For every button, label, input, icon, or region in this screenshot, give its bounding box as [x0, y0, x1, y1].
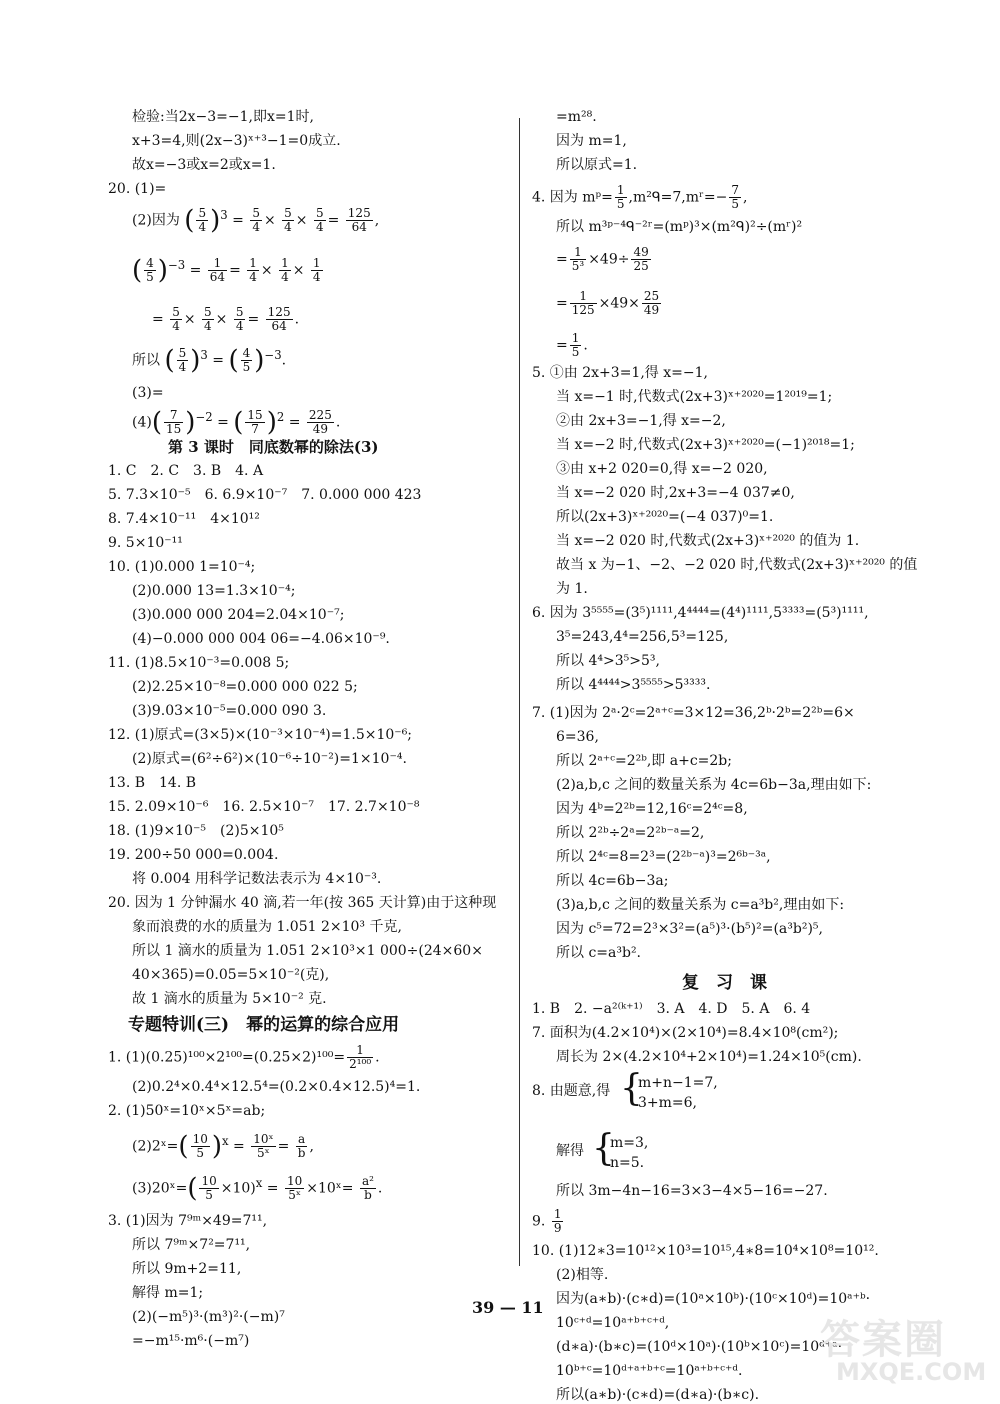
text-line: (2)0.000 13=1.3×10⁻⁴;: [132, 583, 296, 599]
text-line: 故 1 滴水的质量为 5×10⁻² 克.: [132, 991, 327, 1007]
text-line: 所以 2ᵃ⁺ᶜ=2²ᵇ,即 a+c=2b;: [556, 753, 732, 769]
text-line: m+n−1=7,: [638, 1075, 718, 1091]
text-line: 所以 c=a³b².: [556, 945, 642, 961]
text-line: 5. 7.3×10⁻⁵ 6. 6.9×10⁻⁷ 7. 0.000 000 423: [108, 487, 422, 503]
text-line: (3)0.000 000 204=2.04×10⁻⁷;: [132, 607, 345, 623]
fraction: $\frac{7}{5}$: [731, 183, 739, 211]
text-line: x+3=4,则(2x−3)ˣ⁺³−1=0成立.: [132, 133, 341, 149]
watermark-logo: [820, 1308, 990, 1390]
text-line: 1. B 2. −a²⁽ᵏ⁺¹⁾ 3. A 4. D 5. A 6. 4: [532, 1001, 811, 1017]
text-line: 10ᵇ⁺ᶜ=10ᵈ⁺ᵃ⁺ᵇ⁺ᶜ=10ᵃ⁺ᵇ⁺ᶜ⁺ᵈ.: [556, 1363, 743, 1379]
text-line: 20. (1)=: [108, 181, 167, 197]
math-line: ( $\frac{4}{5}$ )$^{-3}$ = $\frac{1}{64}$ = $\frac{1}{4}$ × $\frac{1}{4}$ × $\frac{1}{4}$: [132, 255, 321, 286]
text-line: 周长为 2×(4.2×10⁴+2×10⁴)=1.24×10⁵(cm).: [556, 1049, 862, 1065]
text-line: 故x=−3或x=2或x=1.: [132, 157, 276, 173]
text-line: 所以 9m+2=11,: [132, 1261, 242, 1277]
text-line: 当 x=−1 时,代数式(2x+3)ˣ⁺²⁰²⁰=1²⁰¹⁹=1;: [556, 389, 833, 405]
text-line: 18. (1)9×10⁻⁵ (2)5×10⁵: [108, 823, 284, 839]
text-line: 所以 4⁴>3⁵>5³,: [556, 653, 660, 669]
fraction: $\frac{225}{49}$: [308, 408, 332, 437]
page-number: 39 — 11: [472, 1298, 544, 1317]
fraction: $\frac{5}{4}$: [315, 206, 324, 235]
text-line: 9. 5×10⁻¹¹: [108, 535, 183, 551]
text-line: 12. (1)原式=(3×5)×(10⁻³×10⁻⁴)=1.5×10⁻⁶;: [108, 727, 413, 743]
fraction: $\frac{5}{4}$: [235, 305, 244, 333]
fraction: $\frac{1}{5}$: [571, 331, 580, 359]
fraction: $\frac{1}{5}$: [616, 183, 625, 211]
text-line: 故当 x 为−1、−2、−2 020 时,代数式(2x+3)ˣ⁺²⁰²⁰ 的值: [556, 557, 918, 573]
text-line: (2)(−m⁵)³·(m³)²·(−m)⁷: [132, 1309, 285, 1325]
fraction: $\frac{5}{4}$: [178, 346, 187, 375]
text-line: 解得 m=1;: [132, 1285, 204, 1301]
fraction: $\frac{1}{4}$: [249, 256, 257, 285]
fraction: $\frac{1}{\text{5³}}$: [571, 245, 585, 273]
text-line: 5. ①由 2x+3=1,得 x=−1,: [532, 365, 708, 381]
fraction: $\frac{5}{4}$: [198, 206, 207, 235]
text-line: 7. 面积为(4.2×10⁴)×(2×10⁴)=8.4×10⁸(cm²);: [532, 1025, 839, 1041]
text-line: 2. (1)50ˣ=10ˣ×5ˣ=ab;: [108, 1103, 266, 1119]
text-line: 所以(a∗b)·(c∗d)=(d∗a)·(b∗c).: [556, 1387, 760, 1403]
text-line: 因为 c⁵=72=2³×3²=(a⁵)³·(b⁵)²=(a³b²)⁵,: [556, 921, 823, 937]
fraction: $\frac{1}{9}$: [553, 1207, 562, 1235]
fraction: $\frac{10}{5}$: [192, 1132, 208, 1161]
column-divider: [519, 118, 520, 1266]
text-line: (4)−0.000 000 004 06=−4.06×10⁻⁹.: [132, 631, 390, 647]
math-line: (3)20ˣ=( $\frac{10}{5}$ ×10)$^x$ = $\frac{10}{\text{5ˣ}}$ ×10ˣ= $\frac{\text{a²}}{b}$ .: [132, 1173, 383, 1204]
fraction: $\frac{7}{15}$: [166, 408, 182, 437]
text-line: 7. (1)因为 2ᵃ·2ᶜ=2ᵃ⁺ᶜ=3×12=36,2ᵇ·2ᵇ=2²ᵇ=6×: [532, 705, 855, 721]
text-line: 所以 7⁹ᵐ×7²=7¹¹,: [132, 1237, 251, 1253]
text-line: 3. (1)因为 7⁹ᵐ×49=7¹¹,: [108, 1213, 268, 1229]
text-line: 所以 4c=6b−3a;: [556, 873, 669, 889]
math-line: (2)2ˣ=( $\frac{10}{5}$ )$^x$ = $\frac{\text{10ˣ}}{\text{5ˣ}}$ = $\frac{a}{b}$ ,: [132, 1131, 314, 1162]
fraction: $\frac{5}{4}$: [172, 305, 180, 333]
text-line: 6. 因为 3⁵⁵⁵⁵=(3⁵)¹¹¹¹,4⁴⁴⁴⁴=(4⁴)¹¹¹¹,5³³³³=(5³)¹¹¹¹,: [532, 605, 869, 621]
fraction: $\frac{1}{4}$: [281, 256, 289, 285]
watermark-url: MXQE.COM: [836, 1358, 987, 1386]
text-line: 所以 m³ᵖ⁻⁴ᑫ⁻²ʳ=(mᵖ)³×(m²ᑫ)²÷(mʳ)²: [556, 219, 803, 235]
section-heading: 专题特训(三) 幂的运算的综合应用: [128, 1015, 400, 1035]
math-line: = $\frac{1}{5}$ .: [556, 331, 588, 359]
text-line: 解得: [556, 1143, 584, 1159]
text-line: 10. (1)12∗3=10¹²×10³=10¹⁵,4∗8=10⁴×10⁸=10¹².: [532, 1243, 879, 1259]
text-line: =−m¹⁵·m⁶·(−m⁷): [132, 1333, 250, 1349]
math-line: (2)因为 ( $\frac{5}{4}$ )$^3$ = $\frac{5}{4}$ × $\frac{5}{4}$ × $\frac{5}{4}$ = $\frac{125}{64}$ ,: [132, 205, 380, 236]
text-line: (3)9.03×10⁻⁵=0.000 090 3.: [132, 703, 327, 719]
text-line: 所以(2x+3)ˣ⁺²⁰²⁰=(−4 037)⁰=1.: [556, 509, 774, 525]
math-line: = $\frac{1}{\text{5³}}$ ×49÷ $\frac{49}{25}$: [556, 245, 649, 273]
paren: ): [210, 205, 221, 236]
text-line: 10. (1)0.000 1=10⁻⁴;: [108, 559, 256, 575]
text-line: 所以 2⁴ᶜ=8=2³=(2²ᵇ⁻ᵃ)³=2⁶ᵇ⁻³ᵃ,: [556, 849, 771, 865]
fraction: $\frac{10}{5}$: [201, 1174, 217, 1203]
fraction: $\frac{5}{4}$: [252, 206, 260, 235]
section-heading: 第 3 课时 同底数幂的除法(3): [168, 438, 379, 456]
text-line: 将 0.004 用科学记数法表示为 4×10⁻³.: [132, 871, 382, 887]
text-line: 13. B 14. B: [108, 775, 197, 791]
math-line: = $\frac{1}{125}$ ×49× $\frac{25}{49}$: [556, 289, 660, 317]
fraction: $\frac{10}{\text{5ˣ}}$: [286, 1174, 303, 1203]
text-line: 所以 4⁴⁴⁴⁴>3⁵⁵⁵⁵>5³³³³.: [556, 677, 711, 693]
math-line: = $\frac{5}{4}$ × $\frac{5}{4}$ × $\frac{5}{4}$ = $\frac{125}{64}$ .: [152, 305, 300, 333]
text-line: 3+m=6,: [638, 1095, 698, 1111]
fraction: $\frac{15}{7}$: [247, 408, 263, 437]
fraction: $\frac{1}{4}$: [312, 256, 321, 285]
text-line: 20. 因为 1 分钟漏水 40 滴,若一年(按 365 天计算)由于这种现: [108, 895, 497, 911]
fraction: $\frac{125}{64}$: [347, 206, 371, 235]
text-line: 因为(a∗b)·(c∗d)=(10ᵃ×10ᵇ)·(10ᶜ×10ᵈ)=10ᵃ⁺ᵇ·: [556, 1291, 871, 1307]
fraction: $\frac{25}{49}$: [643, 289, 660, 317]
text-line: 象而浪费的水的质量为 1.051 2×10³ 千克,: [132, 919, 402, 935]
math-line: 所以 ( $\frac{5}{4}$ )$^3$ = ( $\frac{4}{5}$ )$^{-3}$.: [132, 345, 287, 376]
text-line: (2)a,b,c 之间的数量关系为 4c=6b−3a,理由如下:: [556, 777, 872, 793]
text-line: 8. 由题意,得: [532, 1083, 611, 1099]
math-line: (4)( $\frac{7}{15}$ )$^{-2}$ = ( $\frac{15}{7}$ )$^2$ = $\frac{225}{49}$ .: [132, 407, 341, 438]
text-line: 因为 4ᵇ=2²ᵇ=12,16ᶜ=2⁴ᶜ=8,: [556, 801, 748, 817]
text-line: 所以 1 滴水的质量为 1.051 2×10³×1 000÷(24×60×: [132, 943, 483, 959]
text-line: n=5.: [610, 1155, 645, 1171]
math-line: 1. (1)(0.25)¹⁰⁰×2¹⁰⁰=(0.25×2)¹⁰⁰= $\frac{1}{\text{2¹⁰⁰}}$ .: [108, 1043, 380, 1071]
brace: {: [592, 1128, 615, 1169]
text-line: 8. 7.4×10⁻¹¹ 4×10¹²: [108, 511, 260, 527]
math-line: 9. $\frac{1}{9}$: [532, 1207, 562, 1235]
text-line: 40×365)=0.05=5×10⁻²(克),: [132, 967, 330, 983]
fraction: $\frac{1}{64}$: [209, 256, 226, 285]
fraction: $\frac{1}{\text{2¹⁰⁰}}$: [349, 1043, 372, 1071]
section-heading: 复 习 课: [682, 973, 767, 993]
text-line: (2)2.25×10⁻⁸=0.000 000 022 5;: [132, 679, 358, 695]
text-line: 15. 2.09×10⁻⁶ 16. 2.5×10⁻⁷ 17. 2.7×10⁻⁸: [108, 799, 420, 815]
text-line: (3)a,b,c 之间的数量关系为 c=a³b²,理由如下:: [556, 897, 845, 913]
text-line: 6=36,: [556, 729, 599, 745]
text-line: (2)相等.: [556, 1267, 609, 1283]
text: (2)因为: [132, 212, 180, 229]
text-line: 3⁵=243,4⁴=256,5³=125,: [556, 629, 729, 645]
text-line: 1. C 2. C 3. B 4. A: [108, 463, 264, 479]
text-line: 当 x=−2 时,代数式(2x+3)ˣ⁺²⁰²⁰=(−1)²⁰¹⁸=1;: [556, 437, 855, 453]
text-line: 11. (1)8.5×10⁻³=0.008 5;: [108, 655, 290, 671]
fraction: $\frac{4}{5}$: [146, 256, 154, 285]
text-line: 当 x=−2 020 时,代数式(2x+3)ˣ⁺²⁰²⁰ 的值为 1.: [556, 533, 860, 549]
text-line: m=3,: [610, 1135, 649, 1151]
text-line: ③由 x+2 020=0,得 x=−2 020,: [556, 461, 768, 477]
fraction: $\frac{125}{64}$: [267, 305, 291, 333]
text-line: (2)原式=(6²÷6²)×(10⁻⁶÷10⁻²)=1×10⁻⁴.: [132, 751, 407, 767]
text-line: 所以 3m−4n−16=3×3−4×5−16=−27.: [556, 1183, 828, 1199]
paren: (: [184, 205, 195, 236]
text-line: 当 x=−2 020 时,2x+3=−4 037≠0,: [556, 485, 795, 501]
fraction: $\frac{5}{4}$: [204, 305, 212, 333]
text-line: 为 1.: [556, 581, 588, 597]
text-line: (3)=: [132, 385, 164, 401]
math-line: 4. 因为 mᵖ= $\frac{1}{5}$ ,m²ᑫ=7,mʳ=− $\frac{7}{5}$ ,: [532, 183, 748, 211]
text-line: 19. 200÷50 000=0.004.: [108, 847, 279, 863]
fraction: $\frac{1}{125}$: [571, 289, 595, 317]
text-line: 检验:当2x−3=−1,即x=1时,: [132, 109, 314, 125]
brace: {: [620, 1068, 643, 1109]
fraction: $\frac{\text{a²}}{b}$: [361, 1174, 374, 1203]
text-line: (d∗a)·(b∗c)=(10ᵈ×10ᵃ)·(10ᵇ×10ᶜ)=10ᵈ⁺ᵃ·: [556, 1339, 843, 1355]
text-line: (2)0.2⁴×0.4⁴×12.5⁴=(0.2×0.4×12.5)⁴=1.: [132, 1079, 421, 1095]
fraction: $\frac{5}{4}$: [284, 206, 292, 235]
fraction: $\frac{4}{5}$: [242, 346, 251, 375]
text-line: 因为 m=1,: [556, 133, 627, 149]
text-line: =m²⁸.: [556, 109, 597, 125]
text-line: 10ᶜ⁺ᵈ=10ᵃ⁺ᵇ⁺ᶜ⁺ᵈ,: [556, 1315, 670, 1331]
text-line: ②由 2x+3=−1,得 x=−2,: [556, 413, 726, 429]
text-line: 所以 2²ᵇ÷2ᵃ=2²ᵇ⁻ᵃ=2,: [556, 825, 705, 841]
text-line: 所以原式=1.: [556, 157, 638, 173]
watermark-text: 答案圈: [820, 1316, 946, 1363]
fraction: $\frac{49}{25}$: [633, 245, 649, 273]
fraction: $\frac{\text{10ˣ}}{\text{5ˣ}}$: [253, 1132, 274, 1161]
fraction: $\frac{a}{b}$: [297, 1132, 306, 1161]
